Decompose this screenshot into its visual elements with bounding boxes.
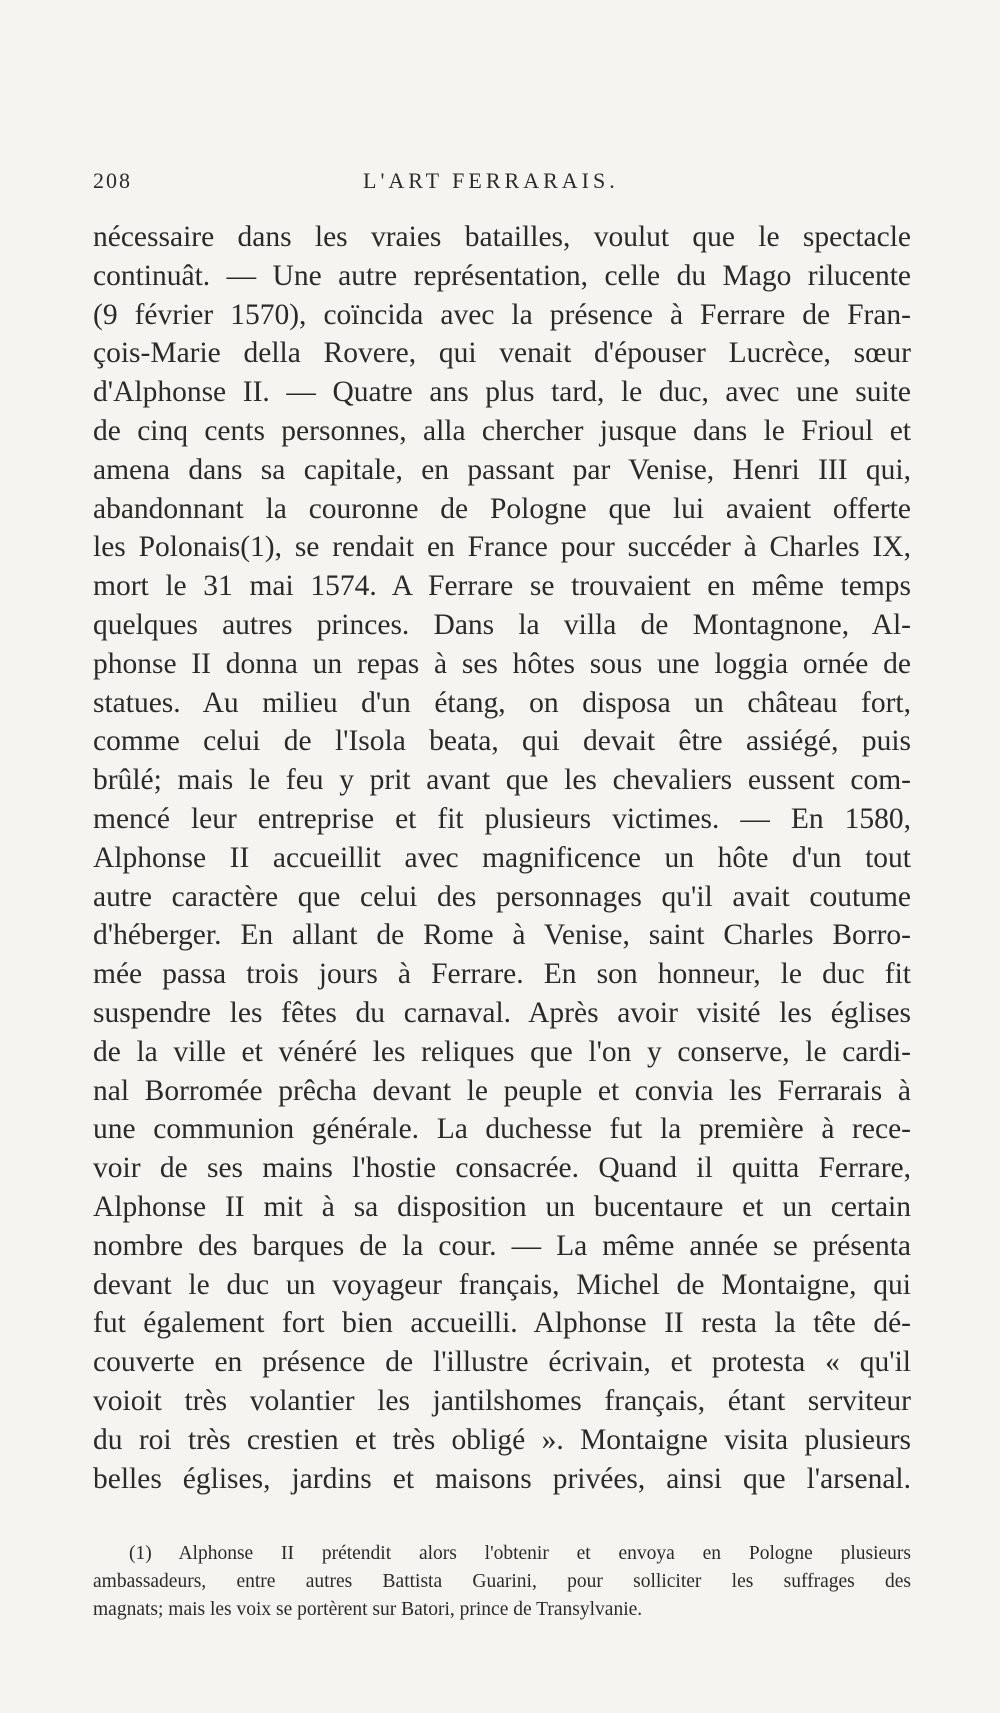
text-line: d'Alphonse II. — Quatre ans plus tard, le duc, avec une suite <box>93 376 911 409</box>
text-line: phonse II donna un repas à ses hôtes sous une loggia ornée de <box>93 647 911 680</box>
text-line: mée passa trois jours à Ferrare. En son honneur, le duc fit <box>93 958 911 991</box>
text-line: une communion générale. La duchesse fut la première à rece- <box>93 1113 911 1146</box>
text-line: voir de ses mains l'hostie consacrée. Quand il quitta Ferrare, <box>93 1152 911 1185</box>
running-head <box>93 168 911 202</box>
footnote <box>93 1540 911 1624</box>
text-line: nombre des barques de la cour. — La même année se présenta <box>93 1229 911 1262</box>
text-line: Alphonse II accueillit avec magnificence un hôte d'un tout <box>93 841 911 874</box>
text-line: les Polonais(1), se rendait en France pour succéder à Charles IX, <box>93 531 911 564</box>
body-text <box>93 218 911 1498</box>
text-line: amena dans sa capitale, en passant par Venise, Henri III qui, <box>93 453 911 486</box>
text-line: (9 février 1570), coïncida avec la présence à Ferrare de Fran- <box>93 298 911 331</box>
text-line: abandonnant la couronne de Pologne que lui avaient offerte <box>93 492 911 525</box>
text-line: suspendre les fêtes du carnaval. Après avoir visité les églises <box>93 996 911 1029</box>
footnote-line: (1) Alphonse II prétendit alors l'obtenir et envoya en Pologne plusieurs <box>129 1543 911 1564</box>
text-line: de cinq cents personnes, alla chercher jusque dans le Frioul et <box>93 414 911 447</box>
text-line: couverte en présence de l'illustre écrivain, et protesta « qu'il <box>93 1346 911 1379</box>
text-line: comme celui de l'Isola beata, qui devait être assiégé, puis <box>93 725 911 758</box>
text-line: d'héberger. En allant de Rome à Venise, saint Charles Borro- <box>93 919 911 952</box>
text-line: autre caractère que celui des personnages qu'il avait coutume <box>93 880 911 913</box>
text-line: statues. Au milieu d'un étang, on disposa un château fort, <box>93 686 911 719</box>
text-line: voioit très volantier les jantilshomes français, étant serviteur <box>93 1384 911 1417</box>
text-line: çois-Marie della Rovere, qui venait d'épouser Lucrèce, sœur <box>93 337 911 370</box>
text-line: quelques autres princes. Dans la villa de Montagnone, Al- <box>93 608 911 641</box>
text-line: nal Borromée prêcha devant le peuple et convia les Ferrarais à <box>93 1074 911 1107</box>
text-line: fut également fort bien accueilli. Alphonse II resta la tête dé- <box>93 1307 911 1340</box>
text-line: brûlé; mais le feu y prit avant que les chevaliers eussent com- <box>93 764 911 797</box>
footnote-line: magnats; mais les voix se portèrent sur Batori, prince de Transylvanie. <box>93 1599 643 1620</box>
text-line: Alphonse II mit à sa disposition un bucentaure et un certain <box>93 1190 911 1223</box>
text-line: de la ville et vénéré les reliques que l'on y conserve, le cardi- <box>93 1035 911 1068</box>
text-line: du roi très crestien et très obligé ». Montaigne visita plusieurs <box>93 1423 911 1456</box>
text-line: devant le duc un voyageur français, Michel de Montaigne, qui <box>93 1268 911 1301</box>
page-number: 208 <box>93 168 132 193</box>
text-line: mencé leur entreprise et fit plusieurs victimes. — En 1580, <box>93 802 911 835</box>
text-line: nécessaire dans les vraies batailles, voulut que le spectacle <box>93 221 911 253</box>
text-line: mort le 31 mai 1574. A Ferrare se trouvaient en même temps <box>93 570 911 603</box>
text-line: continuât. — Une autre représentation, celle du Mago rilucente <box>93 259 911 292</box>
text-line: belles églises, jardins et maisons privées, ainsi que l'arsenal. <box>93 1462 911 1495</box>
running-title: L'ART FERRARAIS. <box>363 168 619 193</box>
footnote-line: ambassadeurs, entre autres Battista Guarini, pour solliciter les suffrages des <box>93 1571 911 1592</box>
